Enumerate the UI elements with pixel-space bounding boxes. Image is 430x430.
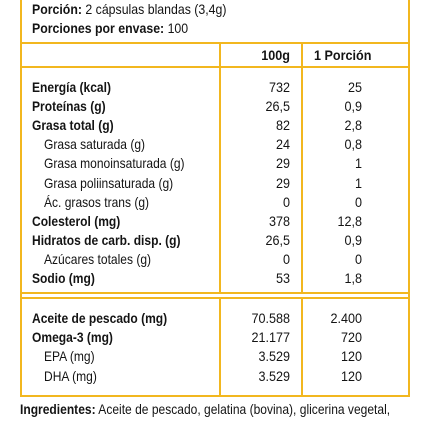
nutrient-name: Sodio (mg) xyxy=(32,270,95,286)
value-portion: 1 xyxy=(354,174,362,191)
nutrient-name: EPA (mg) xyxy=(44,348,95,365)
value-portion: 2.400 xyxy=(330,310,362,326)
nutrient-name: Colesterol (mg) xyxy=(32,212,121,229)
divider xyxy=(22,292,408,294)
value-100g: 29 xyxy=(275,155,290,172)
portion-label: Porción: xyxy=(32,1,82,17)
nutrient-name: Proteínas (g) xyxy=(32,98,106,115)
nutrient-name: Ác. grasos trans (g) xyxy=(44,193,150,210)
nutrition-facts-panel xyxy=(20,0,410,397)
value-portion: 1,8 xyxy=(344,270,362,286)
column-header-portion: 1 Porción xyxy=(314,47,372,63)
value-portion: 1 xyxy=(354,155,362,172)
nutrient-name: Grasa total (g) xyxy=(32,117,114,134)
nutrient-name: Aceite de pescado (mg) xyxy=(32,310,168,326)
nutrient-name: Grasa saturada (g) xyxy=(44,136,146,153)
column-divider xyxy=(301,297,303,397)
value-portion: 0 xyxy=(354,193,362,210)
nutrient-name: Omega-3 (mg) xyxy=(32,329,113,346)
value-100g: 82 xyxy=(275,117,290,134)
value-100g: 24 xyxy=(275,136,290,153)
value-100g: 26,5 xyxy=(265,231,290,248)
value-portion: 120 xyxy=(340,348,362,365)
divider xyxy=(22,42,408,44)
value-100g: 21.177 xyxy=(251,329,290,346)
ingredients-line xyxy=(20,401,391,417)
value-portion: 25 xyxy=(347,79,362,95)
value-portion: 0,9 xyxy=(344,231,362,248)
nutrient-name: Hidratos de carb. disp. (g) xyxy=(32,231,181,248)
value-portion: 120 xyxy=(340,367,362,384)
value-portion: 12,8 xyxy=(337,212,362,229)
value-portion: 0,9 xyxy=(344,98,362,115)
column-divider xyxy=(301,44,303,294)
nutrient-name: Grasa monoinsaturada (g) xyxy=(44,155,185,172)
value-portion: 2,8 xyxy=(344,117,362,134)
value-100g: 70.588 xyxy=(251,310,290,326)
value-100g: 3.529 xyxy=(258,348,290,365)
divider xyxy=(22,66,408,68)
value-100g: 53 xyxy=(275,270,290,286)
ingredients-label: Ingredientes: xyxy=(20,401,96,417)
column-divider xyxy=(219,297,221,397)
value-100g: 732 xyxy=(268,79,290,95)
servings-value: 100 xyxy=(167,20,189,36)
value-portion: 0,8 xyxy=(344,136,362,153)
servings-line xyxy=(32,20,188,36)
value-portion: 0 xyxy=(354,250,362,267)
nutrient-name: DHA (mg) xyxy=(44,367,97,384)
value-100g: 378 xyxy=(268,212,290,229)
ingredients-text: Aceite de pescado, gelatina (bovina), glicerina vegetal, xyxy=(98,401,391,417)
nutrient-name: Azúcares totales (g) xyxy=(44,250,152,267)
portion-line xyxy=(32,1,226,17)
column-divider xyxy=(219,44,221,294)
value-100g: 29 xyxy=(275,174,290,191)
servings-label: Porciones por envase: xyxy=(32,20,165,36)
divider xyxy=(22,297,408,299)
value-portion: 720 xyxy=(340,329,362,346)
column-header-100g: 100g xyxy=(261,47,290,63)
value-100g: 26,5 xyxy=(265,98,290,115)
value-100g: 0 xyxy=(282,250,290,267)
value-100g: 3.529 xyxy=(258,367,290,384)
value-100g: 0 xyxy=(282,193,290,210)
nutrient-name: Grasa poliinsaturada (g) xyxy=(44,174,174,191)
nutrient-name: Energía (kcal) xyxy=(32,79,111,95)
portion-value: 2 cápsulas blandas (3,4g) xyxy=(85,1,227,17)
